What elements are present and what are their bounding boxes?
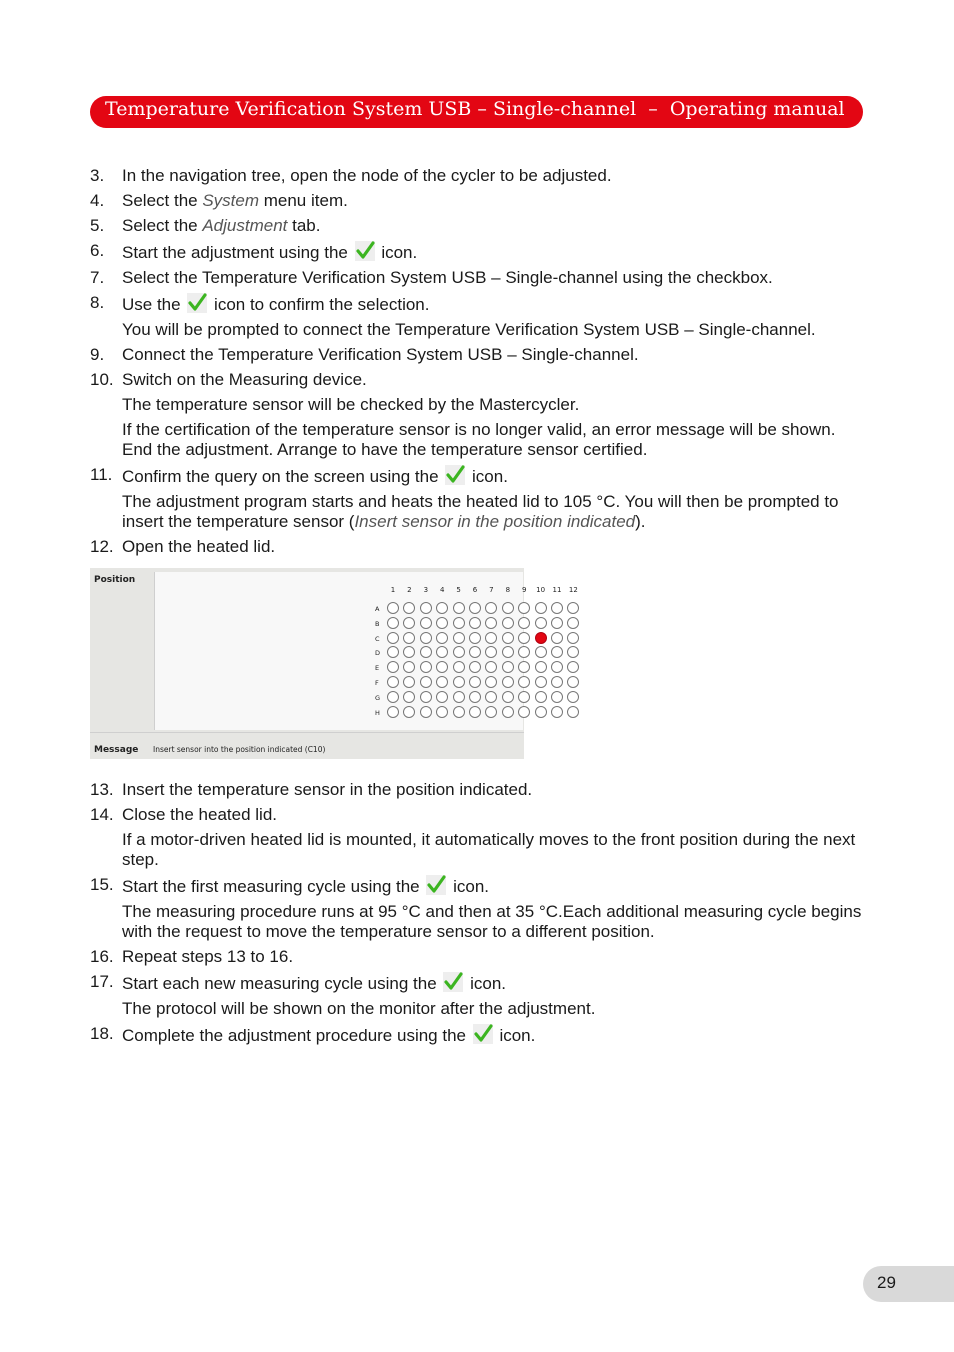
step-text: icon. xyxy=(494,1026,536,1045)
well-D2 xyxy=(403,646,415,658)
well-C11 xyxy=(551,632,563,644)
step-text: Select the Temperature Verification System USB – Single-channel using the checkbox. xyxy=(122,268,773,287)
step-note: If the certification of the temperature sensor is no longer valid, an error message will be shown. End the adjustment. Arrange to have the temperature sensor certified. xyxy=(122,420,836,459)
checkmark-icon xyxy=(355,241,375,261)
well-H9 xyxy=(518,706,530,718)
well-H6 xyxy=(469,706,481,718)
step-content xyxy=(122,972,870,994)
well-H1 xyxy=(387,706,399,718)
message-text: Insert sensor into the position indicated (C10) xyxy=(153,745,326,754)
well-E3 xyxy=(420,661,432,673)
row-label: A xyxy=(375,605,380,613)
well-B5 xyxy=(453,617,465,629)
step-content xyxy=(122,947,870,967)
well-A3 xyxy=(420,602,432,614)
emphasis-text: System xyxy=(202,191,260,210)
step-number: 13. xyxy=(90,780,114,799)
column-label: 8 xyxy=(505,586,511,594)
well-D4 xyxy=(436,646,448,658)
well-F9 xyxy=(518,676,530,688)
well-C7 xyxy=(485,632,497,644)
well-H5 xyxy=(453,706,465,718)
page-number: 29 xyxy=(877,1273,896,1292)
well-H2 xyxy=(403,706,415,718)
step-text: menu item. xyxy=(259,191,348,210)
step-item xyxy=(90,875,870,897)
well-B1 xyxy=(387,617,399,629)
position-label: Position xyxy=(94,575,136,585)
step-item xyxy=(90,537,870,557)
step-note xyxy=(122,492,870,532)
column-label: 4 xyxy=(439,586,445,594)
well-D8 xyxy=(502,646,514,658)
step-text: Repeat steps 13 to 16. xyxy=(122,947,294,966)
step-content xyxy=(122,293,870,315)
checkmark-icon xyxy=(473,1024,493,1044)
well-G7 xyxy=(485,691,497,703)
well-G6 xyxy=(469,691,481,703)
well-G5 xyxy=(453,691,465,703)
well-B4 xyxy=(436,617,448,629)
well-F10 xyxy=(535,676,547,688)
step-text: icon. xyxy=(465,974,507,993)
well-A11 xyxy=(551,602,563,614)
step-number: 16. xyxy=(90,947,114,966)
column-label: 9 xyxy=(521,586,527,594)
well-G12 xyxy=(567,691,579,703)
well-D12 xyxy=(567,646,579,658)
well-D6 xyxy=(469,646,481,658)
step-number: 17. xyxy=(90,972,114,991)
column-label: 11 xyxy=(552,586,562,594)
step-note: The measuring procedure runs at 95 °C and then at 35 °C.Each additional measuring cycle begins with the request to move the temperature sensor to a different position. xyxy=(122,902,862,941)
step-text: Select the xyxy=(122,191,203,210)
checkmark-icon xyxy=(443,972,463,992)
step-number: 3. xyxy=(90,166,105,185)
row-label: C xyxy=(375,634,380,643)
well-B3 xyxy=(420,617,432,629)
well-B10 xyxy=(535,617,547,629)
step-text: ). xyxy=(635,512,646,531)
well-C4 xyxy=(436,632,448,644)
well-F11 xyxy=(551,676,563,688)
well-C2 xyxy=(403,632,415,644)
column-label: 10 xyxy=(536,586,546,594)
well-A9 xyxy=(518,602,530,614)
step-item xyxy=(90,293,870,315)
step-text: tab. xyxy=(287,216,321,235)
well-B8 xyxy=(502,617,514,629)
well-F5 xyxy=(453,676,465,688)
well-B2 xyxy=(403,617,415,629)
step-content xyxy=(122,345,870,365)
row-label: F xyxy=(375,679,379,687)
well-D11 xyxy=(551,646,563,658)
row-label: E xyxy=(375,664,380,673)
step-text: Select the xyxy=(122,216,203,235)
well-A6 xyxy=(469,602,481,614)
step-item xyxy=(90,191,870,211)
row-label: H xyxy=(375,708,380,717)
well-A12 xyxy=(567,602,579,614)
well-C12 xyxy=(567,632,579,644)
step-item xyxy=(90,972,870,994)
well-C3 xyxy=(420,632,432,644)
well-G4 xyxy=(436,691,448,703)
step-note: The protocol will be shown on the monitor after the adjustment. xyxy=(122,999,596,1018)
message-divider xyxy=(90,732,524,733)
step-item xyxy=(90,805,870,825)
well-E7 xyxy=(485,661,497,673)
well-C6 xyxy=(469,632,481,644)
steps-list-b xyxy=(90,780,870,1046)
well-B7 xyxy=(485,617,497,629)
well-E1 xyxy=(387,661,399,673)
well-G10 xyxy=(535,691,547,703)
step-number: 5. xyxy=(90,216,105,235)
checkmark-icon xyxy=(445,465,465,485)
step-item xyxy=(90,370,870,390)
column-label: 6 xyxy=(472,586,478,594)
well-C8 xyxy=(502,632,514,644)
well-B6 xyxy=(469,617,481,629)
well-C9 xyxy=(518,632,530,644)
step-content xyxy=(122,805,870,825)
well-H4 xyxy=(436,706,448,718)
well-E4 xyxy=(436,661,448,673)
well-A7 xyxy=(485,602,497,614)
well-H3 xyxy=(420,706,432,718)
step-text: Switch on the Measuring device. xyxy=(122,370,367,389)
well-A4 xyxy=(436,602,448,614)
step-text: Start the first measuring cycle using the xyxy=(122,877,425,896)
well-A1 xyxy=(387,602,399,614)
well-A8 xyxy=(502,602,514,614)
well-E2 xyxy=(403,661,415,673)
column-label: 3 xyxy=(423,586,429,594)
well-E10 xyxy=(535,661,547,673)
page-number-tab xyxy=(863,1266,954,1302)
step-content xyxy=(122,191,870,211)
column-label: 1 xyxy=(390,586,396,594)
well-C5 xyxy=(453,632,465,644)
step-text: Open the heated lid. xyxy=(122,537,276,556)
checkmark-icon xyxy=(426,875,446,895)
step-text: Use the xyxy=(122,295,186,314)
well-H7 xyxy=(485,706,497,718)
step-number: 6. xyxy=(90,241,105,260)
well-E5 xyxy=(453,661,465,673)
well-F3 xyxy=(420,676,432,688)
step-content xyxy=(122,216,870,236)
step-number: 14. xyxy=(90,805,114,824)
step-number: 12. xyxy=(90,537,114,556)
well-G8 xyxy=(502,691,514,703)
step-text: Start the adjustment using the xyxy=(122,243,353,262)
well-G3 xyxy=(420,691,432,703)
column-label: 7 xyxy=(489,586,494,594)
step-content xyxy=(122,780,870,800)
step-item xyxy=(90,780,870,800)
step-text: icon. xyxy=(448,877,489,896)
well-C1 xyxy=(387,632,399,644)
step-content xyxy=(122,370,870,390)
well-A10 xyxy=(535,602,547,614)
well-F8 xyxy=(502,676,514,688)
well-D7 xyxy=(485,646,497,658)
step-content xyxy=(122,241,870,263)
step-item xyxy=(90,216,870,236)
well-H8 xyxy=(502,706,514,718)
well-A2 xyxy=(403,602,415,614)
step-content xyxy=(122,166,870,186)
well-E11 xyxy=(551,661,563,673)
position-panel xyxy=(154,572,578,730)
step-note: If a motor-driven heated lid is mounted, it automatically moves to the front position during the next step. xyxy=(122,830,856,869)
well-E8 xyxy=(502,661,514,673)
header-bar xyxy=(90,96,863,128)
step-item xyxy=(90,947,870,967)
step-content xyxy=(122,465,870,487)
step-text: The adjustment program starts and heats the heated lid to 105 °C. You will then be prompted to insert the temperature sensor ( xyxy=(122,492,839,531)
well-E9 xyxy=(518,661,530,673)
well-D1 xyxy=(387,646,399,658)
step-item xyxy=(90,1024,870,1046)
emphasis-text: Insert sensor in the position indicated xyxy=(354,512,636,531)
step-content xyxy=(122,1024,870,1046)
step-item xyxy=(90,268,870,288)
well-F2 xyxy=(403,676,415,688)
step-number: 9. xyxy=(90,345,105,364)
well-G9 xyxy=(518,691,530,703)
step-item xyxy=(90,345,870,365)
step-text: Complete the adjustment procedure using the xyxy=(122,1026,471,1045)
well-F6 xyxy=(469,676,481,688)
well-D5 xyxy=(453,646,465,658)
step-item xyxy=(90,465,870,487)
step-text: Close the heated lid. xyxy=(122,805,277,824)
page-title: Temperature Verification System USB – Single-channel – Operating manual xyxy=(105,98,845,120)
step-text: Confirm the query on the screen using the xyxy=(122,467,444,486)
well-D9 xyxy=(518,646,530,658)
well-B11 xyxy=(551,617,563,629)
step-text: In the navigation tree, open the node of the cycler to be adjusted. xyxy=(122,166,612,185)
step-number: 8. xyxy=(90,293,105,312)
step-text: icon. xyxy=(376,243,418,262)
well-C10 xyxy=(535,632,547,644)
well-G1 xyxy=(387,691,399,703)
message-label: Message xyxy=(94,745,139,755)
step-number: 15. xyxy=(90,875,114,894)
row-label: G xyxy=(375,693,381,702)
step-note: You will be prompted to connect the Temperature Verification System USB – Single-channel. xyxy=(122,320,816,339)
step-content xyxy=(122,537,870,557)
step-number: 18. xyxy=(90,1024,114,1043)
well-D3 xyxy=(420,646,432,658)
well-E12 xyxy=(567,661,579,673)
step-item xyxy=(90,166,870,186)
well-F1 xyxy=(387,676,399,688)
step-number: 10. xyxy=(90,370,114,389)
well-F7 xyxy=(485,676,497,688)
step-number: 11. xyxy=(90,465,113,484)
column-label: 5 xyxy=(456,586,461,594)
well-F12 xyxy=(567,676,579,688)
emphasis-text: Adjustment xyxy=(202,216,288,235)
step-text: Start each new measuring cycle using the xyxy=(122,974,442,993)
step-number: 7. xyxy=(90,268,105,287)
row-label: D xyxy=(375,649,381,658)
step-text: Connect the Temperature Verification System USB – Single-channel. xyxy=(122,345,639,364)
column-label: 2 xyxy=(407,586,412,594)
checkmark-icon xyxy=(187,293,207,313)
well-G11 xyxy=(551,691,563,703)
well-F4 xyxy=(436,676,448,688)
step-item xyxy=(90,241,870,263)
step-number: 4. xyxy=(90,191,105,210)
step-text: icon. xyxy=(467,467,508,486)
step-content xyxy=(122,875,870,897)
well-E6 xyxy=(469,661,481,673)
step-note: The temperature sensor will be checked by the Mastercycler. xyxy=(122,395,580,414)
step-text: Insert the temperature sensor in the position indicated. xyxy=(122,780,533,799)
row-label: B xyxy=(375,619,380,628)
well-G2 xyxy=(403,691,415,703)
well-A5 xyxy=(453,602,465,614)
column-label: 12 xyxy=(568,586,578,594)
well-B9 xyxy=(518,617,530,629)
well-H11 xyxy=(551,706,563,718)
well-H10 xyxy=(535,706,547,718)
position-screenshot xyxy=(90,568,578,759)
step-text: icon to confirm the selection. xyxy=(209,295,430,314)
step-content xyxy=(122,268,870,288)
well-H12 xyxy=(567,706,579,718)
well-D10 xyxy=(535,646,547,658)
steps-list-a xyxy=(90,166,870,557)
well-B12 xyxy=(567,617,579,629)
